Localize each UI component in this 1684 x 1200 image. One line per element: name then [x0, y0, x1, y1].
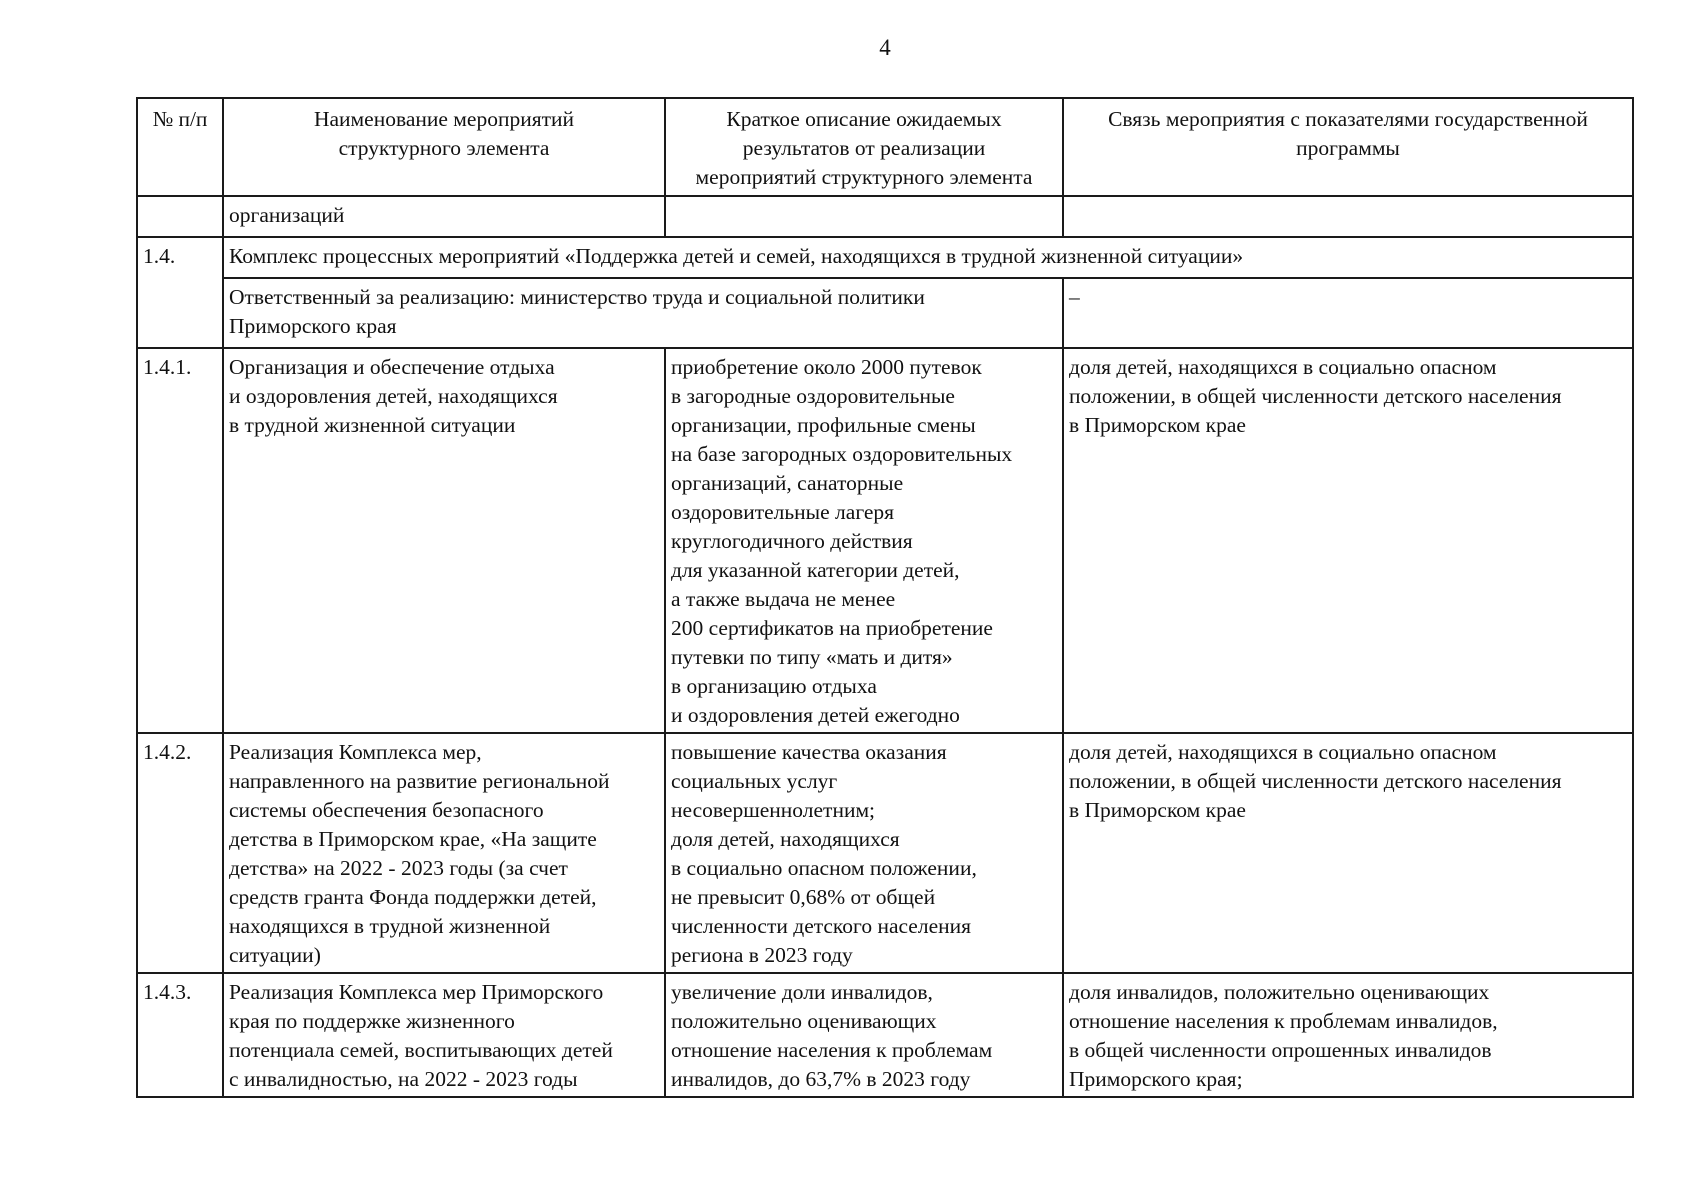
- row-name: Реализация Комплекса мер Приморского края по поддержке жизненного потенциала семей, воспитывающих детей с инвалидностью, на 2022 - 2023 годы: [223, 973, 665, 1097]
- cell-num: [137, 196, 223, 237]
- table-header-row: [137, 98, 1633, 196]
- section-responsible-row: [137, 278, 1633, 348]
- row-link: доля инвалидов, положительно оценивающих отношение населения к проблемам инвалидов, в общей численности опрошенных инвалидов Приморского края;: [1063, 973, 1633, 1097]
- table-row: [137, 733, 1633, 973]
- table-row: [137, 348, 1633, 733]
- row-description: повышение качества оказания социальных услуг несовершеннолетним; доля детей, находящихся в социально опасном положении, не превысит 0,68% от общей численности детского населения региона в 2023 году: [665, 733, 1063, 973]
- header-link: Связь мероприятия с показателями государственной программы: [1063, 98, 1633, 196]
- section-title: Комплекс процессных мероприятий «Поддержка детей и семей, находящихся в трудной жизненной ситуации»: [223, 237, 1633, 278]
- header-description: Краткое описание ожидаемых результатов от реализации мероприятий структурного элемента: [665, 98, 1063, 196]
- page-number: 4: [879, 35, 891, 60]
- section-responsible: Ответственный за реализацию: министерство труда и социальной политики Приморского края: [223, 278, 1063, 348]
- cell-link: [1063, 196, 1633, 237]
- table-row: [137, 973, 1633, 1097]
- row-description: приобретение около 2000 путевок в загородные оздоровительные организации, профильные смены на базе загородных оздоровительных организаций, санаторные оздоровительные лагеря круглогодичного действия для указанной категории детей, а также выдача не менее 200 сертификатов на приобретение путевки по типу «мать и дитя» в организацию отдыха и оздоровления детей ежегодно: [665, 348, 1063, 733]
- cell-name: организаций: [223, 196, 665, 237]
- row-num: 1.4.1.: [137, 348, 223, 733]
- header-num: № п/п: [137, 98, 223, 196]
- section-num: 1.4.: [137, 237, 223, 348]
- row-name: Реализация Комплекса мер, направленного на развитие региональной системы обеспечения безопасного детства в Приморском крае, «На защите детства» на 2022 - 2023 годы (за счет средств гранта Фонда поддержки детей, находящихся в трудной жизненной ситуации): [223, 733, 665, 973]
- section-title-row: [137, 237, 1633, 278]
- row-num: 1.4.3.: [137, 973, 223, 1097]
- section-responsible-link: –: [1063, 278, 1633, 348]
- row-description: увеличение доли инвалидов, положительно оценивающих отношение населения к проблемам инвалидов, до 63,7% в 2023 году: [665, 973, 1063, 1097]
- row-name: Организация и обеспечение отдыха и оздоровления детей, находящихся в трудной жизненной ситуации: [223, 348, 665, 733]
- cell-description: [665, 196, 1063, 237]
- activities-table: [136, 97, 1634, 1098]
- row-link: доля детей, находящихся в социально опасном положении, в общей численности детского населения в Приморском крае: [1063, 733, 1633, 973]
- continuation-row: [137, 196, 1633, 237]
- header-name: Наименование мероприятий структурного элемента: [223, 98, 665, 196]
- row-link: доля детей, находящихся в социально опасном положении, в общей численности детского населения в Приморском крае: [1063, 348, 1633, 733]
- row-num: 1.4.2.: [137, 733, 223, 973]
